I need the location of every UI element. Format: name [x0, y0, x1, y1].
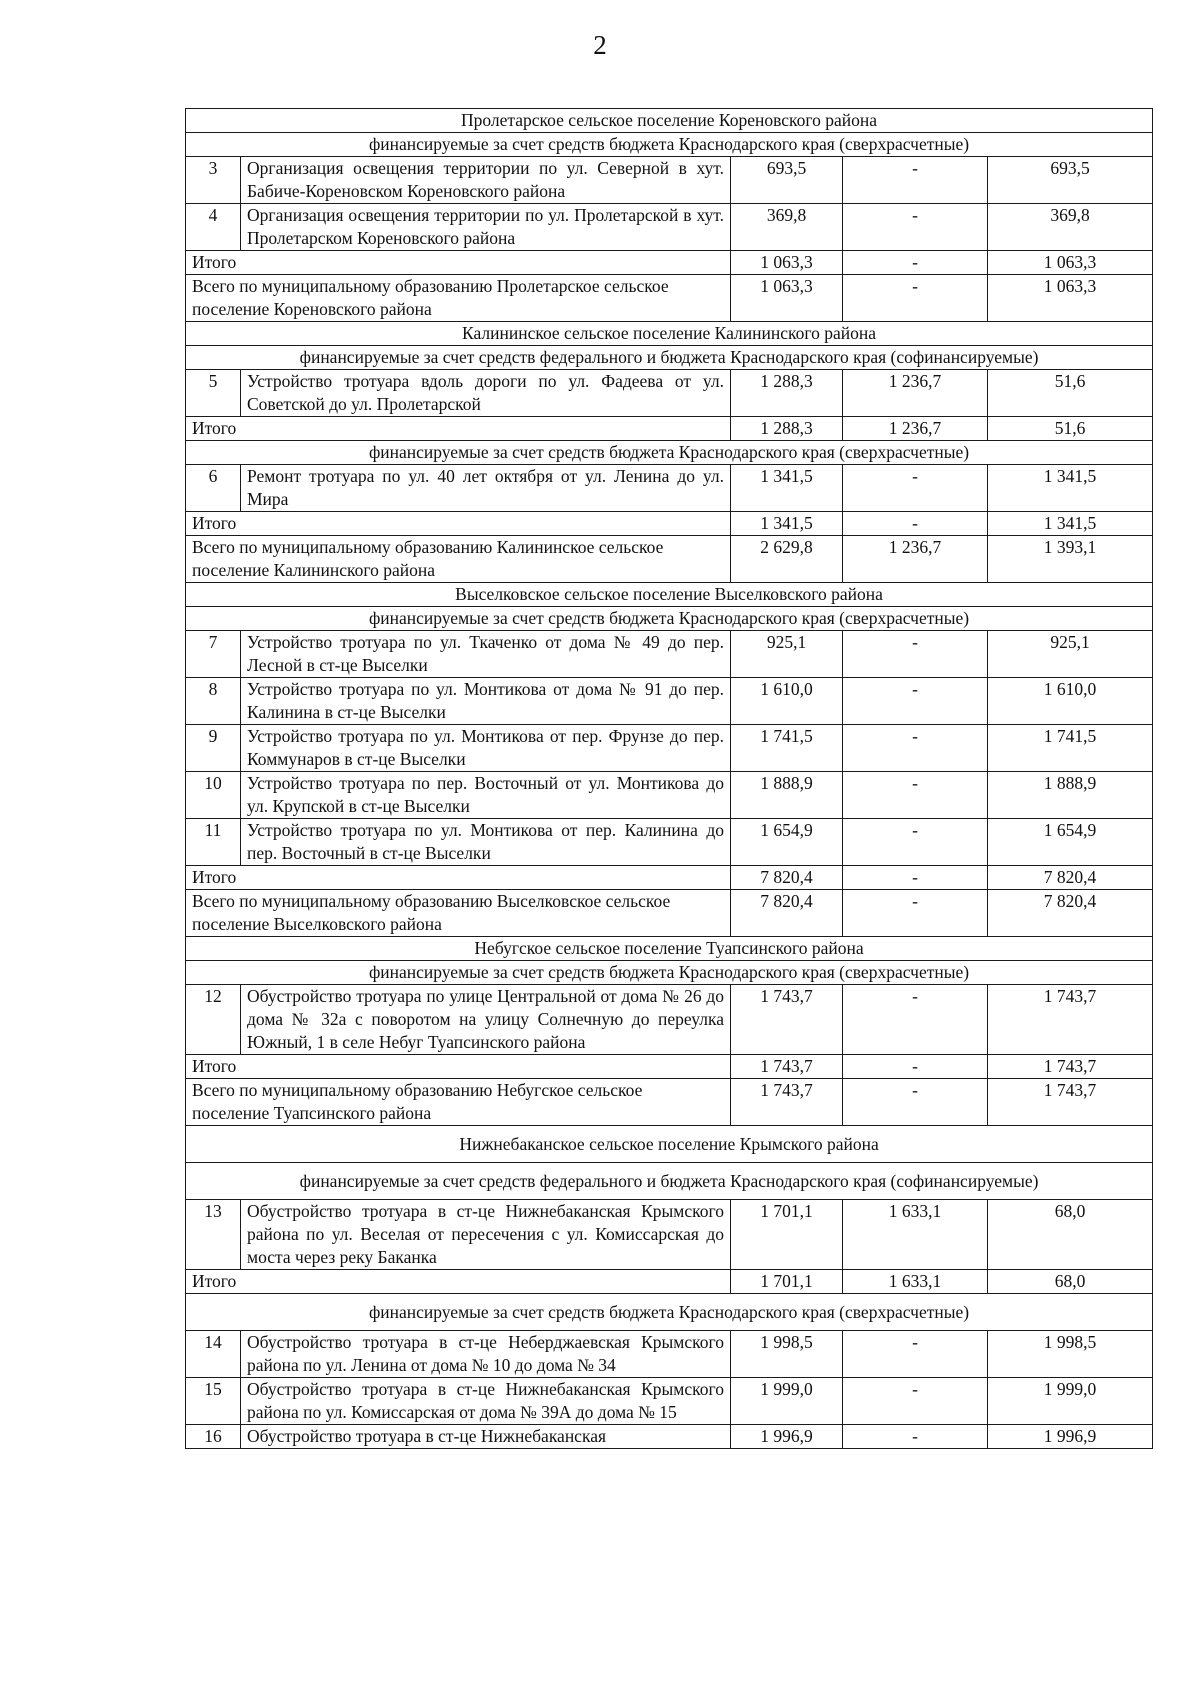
amount-regional: 1 996,9 — [988, 1425, 1153, 1449]
amount-federal: - — [843, 890, 988, 937]
table-row — [186, 985, 1153, 1055]
row-number: 16 — [186, 1425, 241, 1449]
funding-source-row — [186, 346, 1153, 370]
total-row — [186, 512, 1153, 536]
row-number: 8 — [186, 678, 241, 725]
section-title: Пролетарское сельское поселение Кореновского района — [186, 109, 1153, 133]
row-number: 9 — [186, 725, 241, 772]
total-label: Итого — [186, 1055, 731, 1079]
amount-total: 1 701,1 — [731, 1270, 843, 1294]
row-description: Организация освещения территории по ул. Пролетарской в хут. Пролетарском Кореновского района — [241, 204, 731, 251]
funding-source-title: финансируемые за счет средств бюджета Краснодарского края (сверхрасчетные) — [186, 607, 1153, 631]
funding-source-title: финансируемые за счет средств бюджета Краснодарского края (сверхрасчетные) — [186, 1294, 1153, 1331]
funding-source-row — [186, 961, 1153, 985]
amount-total: 1 288,3 — [731, 417, 843, 441]
amount-total: 1 288,3 — [731, 370, 843, 417]
amount-regional: 1 063,3 — [988, 275, 1153, 322]
section-title: Калининское сельское поселение Калининского района — [186, 322, 1153, 346]
row-number: 4 — [186, 204, 241, 251]
row-number: 13 — [186, 1200, 241, 1270]
table-row — [186, 819, 1153, 866]
table-row — [186, 1200, 1153, 1270]
amount-federal: - — [843, 1378, 988, 1425]
amount-regional: 369,8 — [988, 204, 1153, 251]
total-row — [186, 275, 1153, 322]
row-description: Устройство тротуара вдоль дороги по ул. Фадеева от ул. Советской до ул. Пролетарской — [241, 370, 731, 417]
table-row — [186, 204, 1153, 251]
section-title: Выселковское сельское поселение Выселковского района — [186, 583, 1153, 607]
amount-federal: - — [843, 678, 988, 725]
amount-federal: - — [843, 1079, 988, 1126]
amount-regional: 1 999,0 — [988, 1378, 1153, 1425]
amount-regional: 925,1 — [988, 631, 1153, 678]
amount-total: 1 999,0 — [731, 1378, 843, 1425]
table-row — [186, 631, 1153, 678]
total-label: Итого — [186, 1270, 731, 1294]
total-row — [186, 1055, 1153, 1079]
amount-total: 7 820,4 — [731, 890, 843, 937]
section-row — [186, 1126, 1153, 1163]
total-row — [186, 1270, 1153, 1294]
amount-federal: - — [843, 819, 988, 866]
amount-federal: - — [843, 157, 988, 204]
amount-federal: - — [843, 985, 988, 1055]
amount-federal: - — [843, 631, 988, 678]
table-row — [186, 678, 1153, 725]
row-description: Устройство тротуара по ул. Ткаченко от дома № 49 до пер. Лесной в ст-це Выселки — [241, 631, 731, 678]
row-number: 7 — [186, 631, 241, 678]
amount-federal: 1 633,1 — [843, 1270, 988, 1294]
amount-regional: 1 063,3 — [988, 251, 1153, 275]
total-label: Всего по муниципальному образованию Калининское сельское поселение Калининского района — [186, 536, 731, 583]
row-description: Устройство тротуара по ул. Монтикова от пер. Фрунзе до пер. Коммунаров в ст-це Выселки — [241, 725, 731, 772]
amount-federal: - — [843, 1425, 988, 1449]
amount-total: 1 654,9 — [731, 819, 843, 866]
row-number: 5 — [186, 370, 241, 417]
amount-federal: - — [843, 725, 988, 772]
funding-source-row — [186, 1163, 1153, 1200]
funding-source-row — [186, 441, 1153, 465]
amount-regional: 68,0 — [988, 1200, 1153, 1270]
section-row — [186, 583, 1153, 607]
table-row — [186, 725, 1153, 772]
total-label: Итого — [186, 512, 731, 536]
amount-total: 1 743,7 — [731, 1055, 843, 1079]
amount-regional: 1 743,7 — [988, 1079, 1153, 1126]
amount-regional: 1 741,5 — [988, 725, 1153, 772]
amount-total: 1 996,9 — [731, 1425, 843, 1449]
amount-total: 1 063,3 — [731, 251, 843, 275]
amount-regional: 1 341,5 — [988, 512, 1153, 536]
section-row — [186, 937, 1153, 961]
amount-federal: - — [843, 275, 988, 322]
amount-total: 1 341,5 — [731, 512, 843, 536]
row-description: Обустройство тротуара в ст-це Нижнебаканская Крымского района по ул. Веселая от пересечения с ул. Комиссарская до моста через реку Баканка — [241, 1200, 731, 1270]
amount-federal: - — [843, 465, 988, 512]
funding-source-title: финансируемые за счет средств федерального и бюджета Краснодарского края (софинансируемые) — [186, 1163, 1153, 1200]
funding-source-row — [186, 1294, 1153, 1331]
amount-total: 1 998,5 — [731, 1331, 843, 1378]
total-row — [186, 890, 1153, 937]
amount-federal: 1 236,7 — [843, 370, 988, 417]
amount-regional: 1 743,7 — [988, 985, 1153, 1055]
amount-total: 1 741,5 — [731, 725, 843, 772]
table-row — [186, 157, 1153, 204]
row-description: Устройство тротуара по ул. Монтикова от пер. Калинина до пер. Восточный в ст-це Выселки — [241, 819, 731, 866]
total-label: Итого — [186, 251, 731, 275]
row-description: Обустройство тротуара в ст-це Неберджаевская Крымского района по ул. Ленина от дома № 10 до дома № 34 — [241, 1331, 731, 1378]
amount-regional: 7 820,4 — [988, 890, 1153, 937]
amount-federal: 1 633,1 — [843, 1200, 988, 1270]
amount-total: 925,1 — [731, 631, 843, 678]
row-description: Обустройство тротуара в ст-це Нижнебаканская Крымского района по ул. Комиссарская от дома № 39А до дома № 15 — [241, 1378, 731, 1425]
row-number: 15 — [186, 1378, 241, 1425]
amount-regional: 1 743,7 — [988, 1055, 1153, 1079]
amount-federal: - — [843, 866, 988, 890]
amount-federal: - — [843, 772, 988, 819]
table-row — [186, 465, 1153, 512]
section-row — [186, 109, 1153, 133]
amount-regional: 1 393,1 — [988, 536, 1153, 583]
table-row — [186, 1378, 1153, 1425]
section-row — [186, 322, 1153, 346]
funding-source-title: финансируемые за счет средств бюджета Краснодарского края (сверхрасчетные) — [186, 133, 1153, 157]
total-row — [186, 1079, 1153, 1126]
amount-federal: 1 236,7 — [843, 417, 988, 441]
page-number: 2 — [593, 30, 607, 60]
row-description: Обустройство тротуара в ст-це Нижнебаканская — [241, 1425, 731, 1449]
row-number: 12 — [186, 985, 241, 1055]
amount-regional: 1 610,0 — [988, 678, 1153, 725]
amount-total: 1 610,0 — [731, 678, 843, 725]
budget-table — [185, 108, 1153, 1449]
total-row — [186, 536, 1153, 583]
amount-regional: 7 820,4 — [988, 866, 1153, 890]
total-label: Всего по муниципальному образованию Выселковское сельское поселение Выселковского района — [186, 890, 731, 937]
amount-total: 7 820,4 — [731, 866, 843, 890]
amount-federal: - — [843, 512, 988, 536]
table-row — [186, 1331, 1153, 1378]
funding-source-row — [186, 133, 1153, 157]
total-label: Всего по муниципальному образованию Пролетарское сельское поселение Кореновского района — [186, 275, 731, 322]
amount-federal: - — [843, 1055, 988, 1079]
amount-federal: - — [843, 251, 988, 275]
section-title: Небугское сельское поселение Туапсинского района — [186, 937, 1153, 961]
total-row — [186, 251, 1153, 275]
table-row — [186, 1425, 1153, 1449]
amount-regional: 1 998,5 — [988, 1331, 1153, 1378]
amount-federal: - — [843, 1331, 988, 1378]
amount-total: 1 888,9 — [731, 772, 843, 819]
amount-regional: 51,6 — [988, 370, 1153, 417]
total-label: Всего по муниципальному образованию Небугское сельское поселение Туапсинского района — [186, 1079, 731, 1126]
row-number: 3 — [186, 157, 241, 204]
total-row — [186, 417, 1153, 441]
row-description: Устройство тротуара по ул. Монтикова от дома № 91 до пер. Калинина в ст-це Выселки — [241, 678, 731, 725]
amount-regional: 1 341,5 — [988, 465, 1153, 512]
section-title: Нижнебаканское сельское поселение Крымского района — [186, 1126, 1153, 1163]
row-description: Устройство тротуара по пер. Восточный от ул. Монтикова до ул. Крупской в ст-це Выселки — [241, 772, 731, 819]
amount-total: 2 629,8 — [731, 536, 843, 583]
row-number: 10 — [186, 772, 241, 819]
total-label: Итого — [186, 417, 731, 441]
amount-total: 1 743,7 — [731, 985, 843, 1055]
amount-federal: - — [843, 204, 988, 251]
amount-regional: 51,6 — [988, 417, 1153, 441]
row-description: Обустройство тротуара по улице Центральной от дома № 26 до дома № 32а с поворотом на улицу Солнечную до переулка Южный, 1 в селе Небуг Туапсинского района — [241, 985, 731, 1055]
amount-total: 1 743,7 — [731, 1079, 843, 1126]
amount-regional: 693,5 — [988, 157, 1153, 204]
amount-total: 1 063,3 — [731, 275, 843, 322]
amount-total: 1 701,1 — [731, 1200, 843, 1270]
total-row — [186, 866, 1153, 890]
funding-source-title: финансируемые за счет средств бюджета Краснодарского края (сверхрасчетные) — [186, 961, 1153, 985]
funding-source-title: финансируемые за счет средств федерального и бюджета Краснодарского края (софинансируемые) — [186, 346, 1153, 370]
funding-source-title: финансируемые за счет средств бюджета Краснодарского края (сверхрасчетные) — [186, 441, 1153, 465]
row-number: 14 — [186, 1331, 241, 1378]
funding-source-row — [186, 607, 1153, 631]
row-description: Ремонт тротуара по ул. 40 лет октября от ул. Ленина до ул. Мира — [241, 465, 731, 512]
table-row — [186, 772, 1153, 819]
amount-federal: 1 236,7 — [843, 536, 988, 583]
total-label: Итого — [186, 866, 731, 890]
amount-total: 369,8 — [731, 204, 843, 251]
row-number: 11 — [186, 819, 241, 866]
row-number: 6 — [186, 465, 241, 512]
amount-total: 693,5 — [731, 157, 843, 204]
amount-regional: 1 654,9 — [988, 819, 1153, 866]
row-description: Организация освещения территории по ул. Северной в хут. Бабиче-Кореновском Кореновского района — [241, 157, 731, 204]
amount-regional: 1 888,9 — [988, 772, 1153, 819]
amount-regional: 68,0 — [988, 1270, 1153, 1294]
table-row — [186, 370, 1153, 417]
amount-total: 1 341,5 — [731, 465, 843, 512]
